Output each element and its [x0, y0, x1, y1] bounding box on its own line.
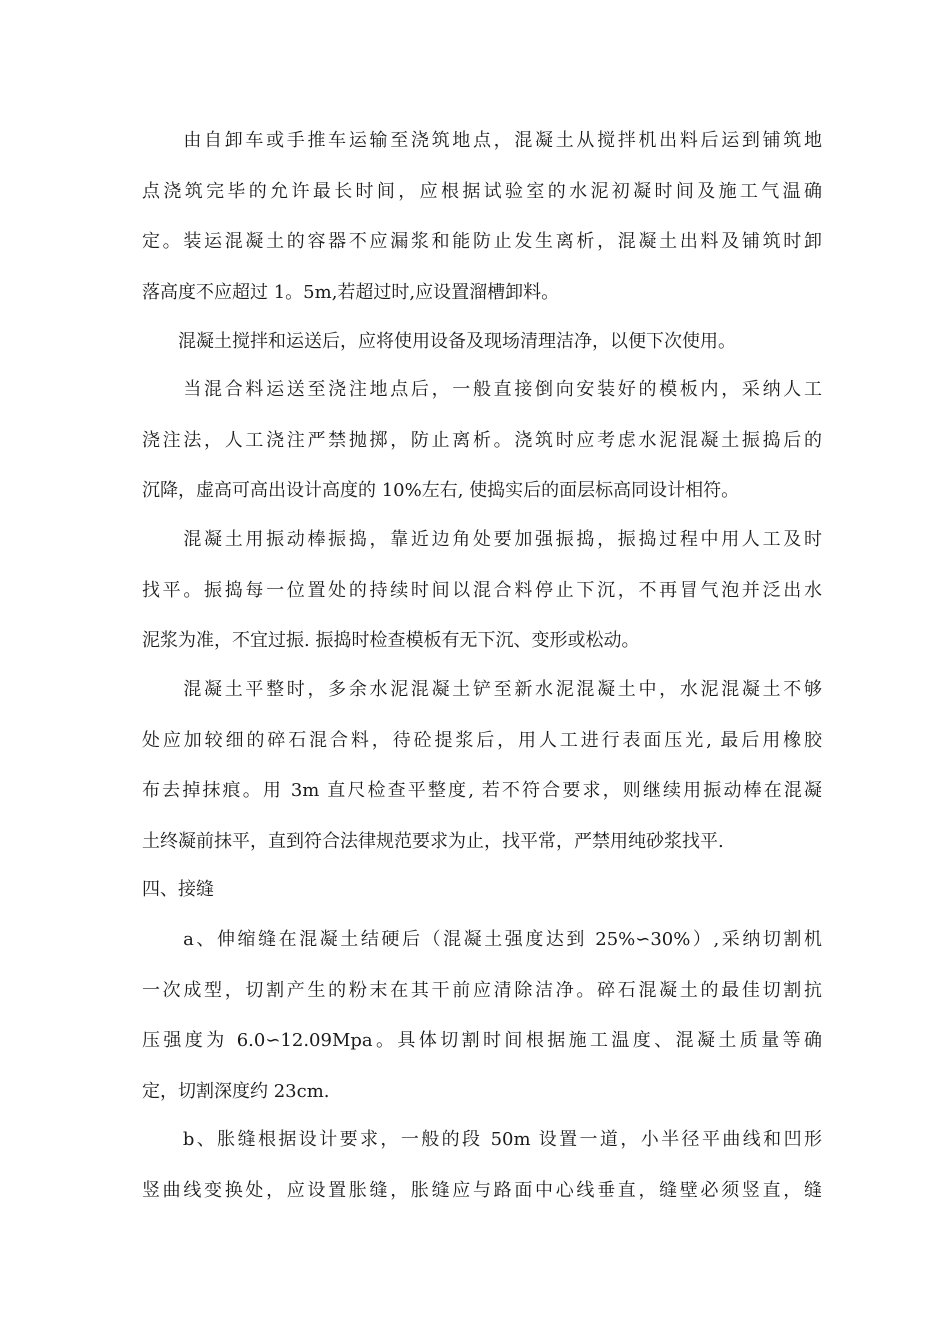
text-line: 点浇筑完毕的允许最长时间，应根据试验室的水泥初凝时间及施工气温确 [142, 180, 822, 202]
text-line: 布去掉抹痕。用 3m 直尺检查平整度, 若不符合要求，则继续用振动棒在混凝 [142, 780, 822, 801]
text-line: 落高度不应超过 1。5m,若超过时,应设置溜槽卸料。 [142, 281, 560, 303]
paragraph-expansion-joint-cutting [142, 915, 822, 1117]
text-line: b、胀缝根据设计要求，一般的段 50m 设置一道，小半径平曲线和凹形 [142, 1129, 822, 1150]
section-heading: 四、接缝 [142, 879, 214, 900]
paragraph-concrete-transport [142, 116, 822, 318]
paragraph-pouring [142, 365, 822, 517]
text-line: 混凝土平整时，多余水泥混凝土铲至新水泥混凝土中，水泥混凝土不够 [142, 679, 822, 700]
text-line: 由自卸车或手推车运输至浇筑地点，混凝土从搅拌机出料后运到铺筑地 [142, 130, 822, 151]
section-heading-joints [142, 865, 822, 916]
text-line: 泥浆为准，不宜过振. 振捣时检查模板有无下沉、变形或松动。 [142, 630, 640, 651]
text-line: a、伸缩缝在混凝土结硬后（混凝土强度达到 25%∽30%）,采纳切割机 [142, 929, 822, 950]
text-line: 一次成型，切割产生的粉末在其干前应清除洁净。碎石混凝土的最佳切割抗 [142, 979, 822, 1001]
text-line: 找平。振捣每一位置处的持续时间以混合料停止下沉，不再冒气泡并泛出水 [142, 579, 822, 601]
text-line: 浇注法，人工浇注严禁抛掷，防止离析。浇筑时应考虑水泥混凝土振捣后的 [142, 429, 822, 451]
text-line: 混凝土用振动棒振捣，靠近边角处要加强振捣，振捣过程中用人工及时 [142, 529, 822, 550]
text-line: 压强度为 6.0∽12.09Mpa。具体切割时间根据施工温度、混凝土质量等确 [142, 1030, 822, 1051]
text-line: 处应加较细的碎石混合料，待砼提浆后，用人工进行表面压光, 最后用橡胶 [142, 729, 822, 751]
text-line: 竖曲线变换处，应设置胀缝，胀缝应与路面中心线垂直，缝壁必须竖直，缝 [142, 1179, 822, 1201]
text-line: 定，切割深度约 23cm. [142, 1080, 330, 1102]
paragraph-leveling [142, 665, 822, 867]
paragraph-expansion-joint-spacing [142, 1115, 822, 1216]
paragraph-equipment-cleaning [142, 317, 822, 368]
text-line: 定。装运混凝土的容器不应漏浆和能防止发生离析，混凝土出料及铺筑时卸 [142, 231, 822, 252]
text-line: 当混合料运送至浇注地点后，一般直接倒向安装好的模板内，采纳人工 [142, 379, 822, 400]
text-line: 沉降，虚高可高出设计高度的 10%左右, 使捣实后的面层标高同设计相符。 [142, 480, 740, 501]
text-line: 混凝土搅拌和运送后，应将使用设备及现场清理洁净，以便下次使用。 [142, 331, 736, 352]
paragraph-vibration [142, 515, 822, 667]
text-line: 土终凝前抹平，直到符合法律规范要求为止，找平常，严禁用纯砂浆找平. [142, 830, 724, 852]
